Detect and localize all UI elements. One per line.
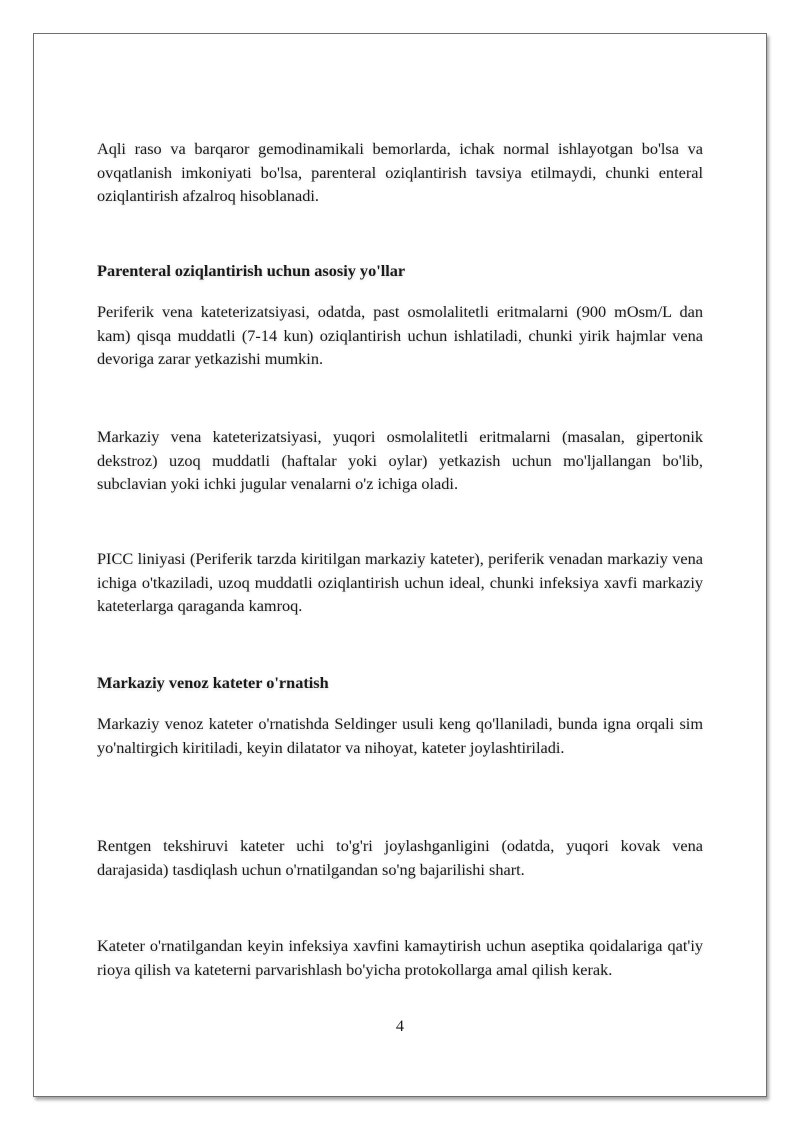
- paragraph-picc-line: PICC liniyasi (Periferik tarzda kiritilgan markaziy kateter), periferik venadan markaziy vena ichiga o'tkaziladi, uzoq muddatli oziqlantirish uchun ideal, chunki infeksiya xavfi markaziy kateterlarga qaraganda kamroq.: [97, 549, 703, 615]
- section-heading-main-routes: Parenteral oziqlantirish uchun asosiy yo'llar: [97, 261, 406, 280]
- paragraph-seldinger-technique: Markaziy venoz kateter o'rnatishda Seldinger usuli keng qo'llaniladi, bunda igna orqali sim yo'naltirgich kiritiladi, keyin dilatator va nihoyat, kateter joylashtiriladi.: [97, 714, 703, 757]
- page-number: 4: [395, 1016, 405, 1035]
- paragraph-asepsis-protocol: Kateter o'rnatilgandan keyin infeksiya xavfini kamaytirish uchun aseptika qoidalariga qat'iy rioya qilish va kateterni parvarishlash bo'yicha protokollarga amal qilish kerak.: [97, 936, 703, 979]
- section-heading-cvc-placement: Markaziy venoz kateter o'rnatish: [97, 673, 329, 692]
- paragraph-peripheral-vein: Periferik vena kateterizatsiyasi, odatda, past osmolalitetli eritmalarni (900 mOsm/L dan kam) qisqa muddatli (7-14 kun) oziqlantirish uchun ishlatiladi, chunki yirik hajmlar vena devoriga zarar yetkazishi mumkin.: [97, 302, 703, 368]
- paragraph-enteral-preference: Aqli raso va barqaror gemodinamikali bemorlarda, ichak normal ishlayotgan bo'lsa va ovqatlanish imkoniyati bo'lsa, parenteral oziqlantirish tavsiya etilmaydi, chunki enteral oziqlantirish afzalroq hisoblanadi.: [97, 139, 703, 205]
- paragraph-xray-confirmation: Rentgen tekshiruvi kateter uchi to'g'ri joylashganligini (odatda, yuqori kovak vena darajasida) tasdiqlash uchun o'rnatilgandan so'ng bajarilishi shart.: [97, 836, 703, 879]
- paragraph-central-vein: Markaziy vena kateterizatsiyasi, yuqori osmolalitetli eritmalarni (masalan, gipertonik dekstroz) uzoq muddatli (haftalar yoki oylar) yetkazish uchun mo'ljallangan bo'lib, subclavian yoki ichki jugular venalarni o'z ichiga oladi.: [97, 427, 703, 493]
